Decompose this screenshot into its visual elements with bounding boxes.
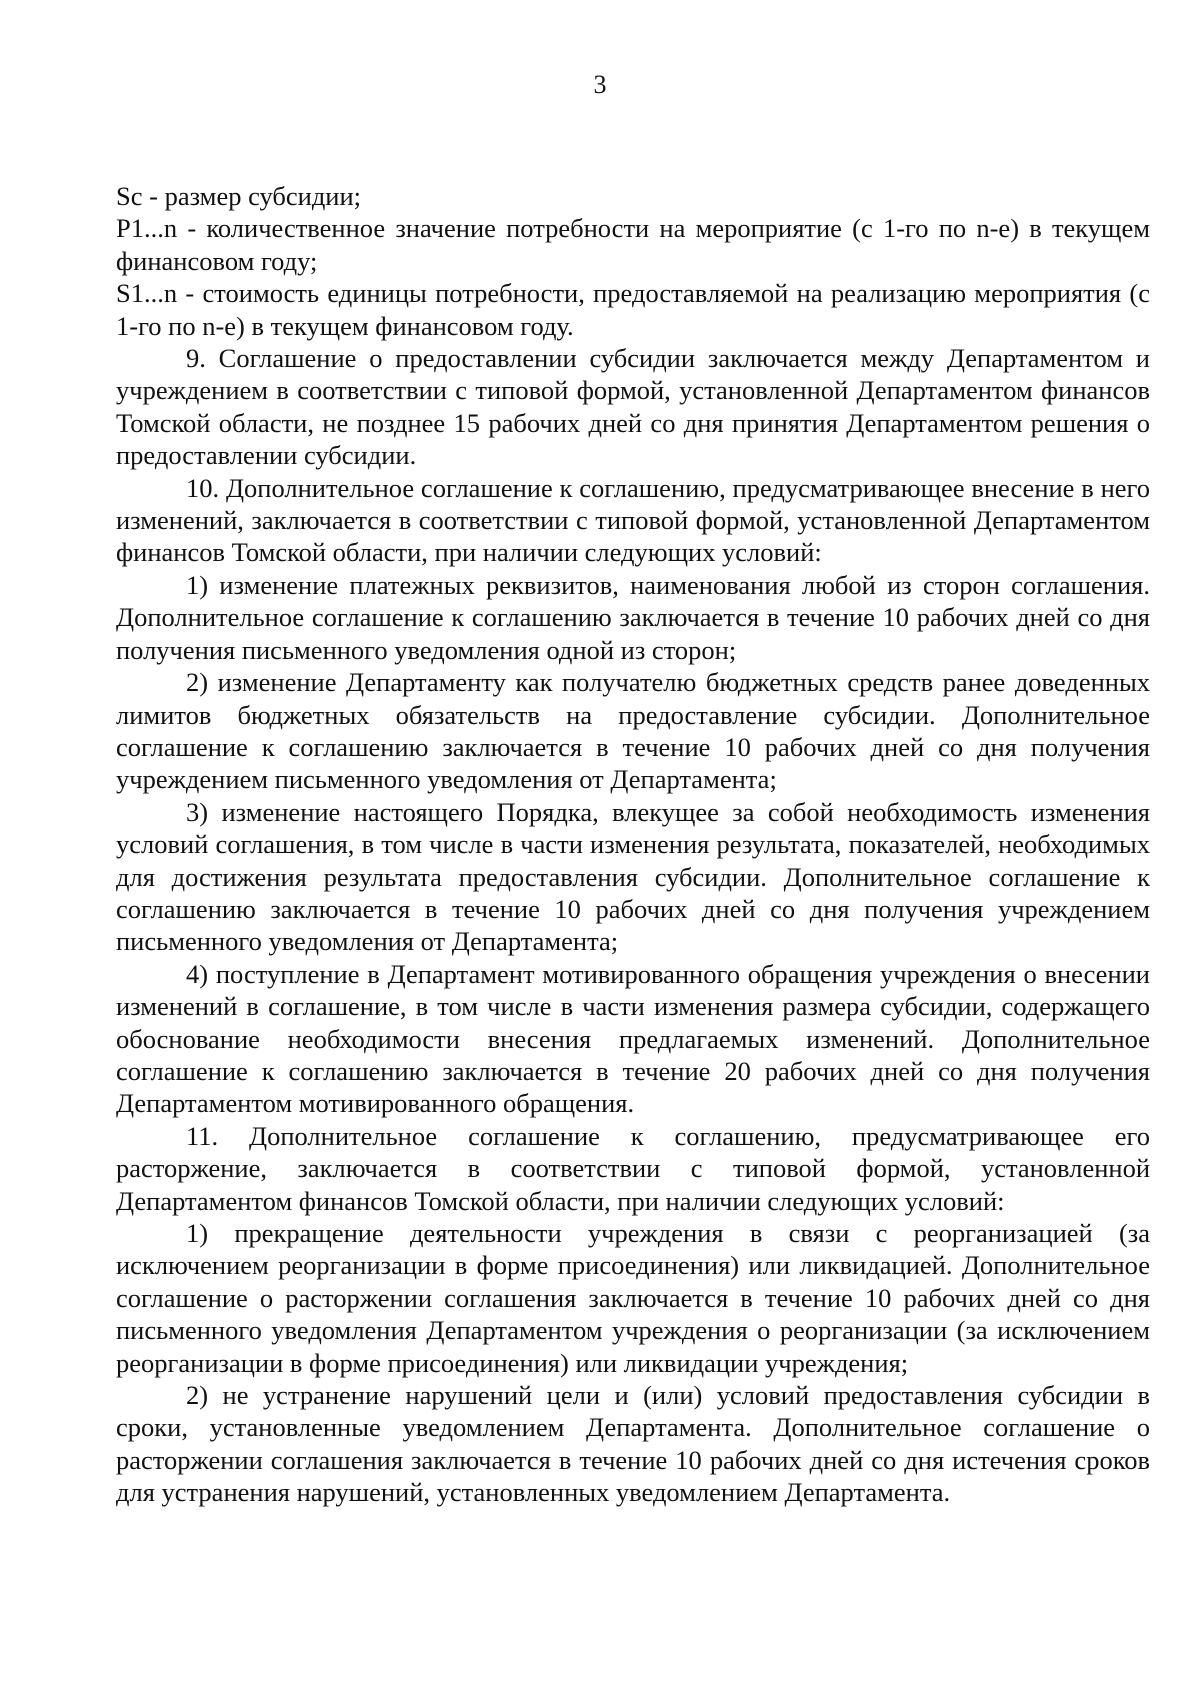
paragraph: Sc - размер субсидии; xyxy=(116,181,362,211)
paragraph: P1...n - количественное значение потребности на мероприятие (с 1-го по n-е) в текущем финансовом году; xyxy=(116,213,1150,276)
paragraph: 11. Дополнительное соглашение к соглашению, предусматривающее его расторжение, заключается в соответствии с типовой формой, установленной Департаментом финансов Томской области, при наличии следующих условий: xyxy=(116,1120,1150,1216)
document-body xyxy=(116,180,1150,1509)
paragraph: 10. Дополнительное соглашение к соглашению, предусматривающее внесение в него изменений, заключается в соответствии с типовой формой, установленной Департаментом финансов Томской области, при наличии следующих условий: xyxy=(116,472,1150,568)
list-item: 1) прекращение деятельности учреждения в связи с реорганизацией (за исключением реорганизации в форме присоединения) или ликвидацией. Дополнительное соглашение о расторжении соглашения заключается в течение 10 рабочих дней со дня письменного уведомления Департаментом учреждения о реорганизации (за исключением реорганизации в форме присоединения) или ликвидации учреждения; xyxy=(116,1218,1150,1378)
list-item: 4) поступление в Департамент мотивированного обращения учреждения о внесении изменений в соглашение, в том числе в части изменения размера субсидии, содержащего обоснование необходимости внесения предлагаемых изменений. Дополнительное соглашение к соглашению заключается в течение 20 рабочих дней со дня получения Департаментом мотивированного обращения. xyxy=(116,958,1150,1119)
paragraph: 9. Соглашение о предоставлении субсидии заключается между Департаментом и учреждением в соответствии с типовой формой, установленной Департаментом финансов Томской области, не позднее 15 рабочих дней со дня принятия Департаментом решения о предоставлении субсидии. xyxy=(116,343,1150,471)
page-number: 3 xyxy=(593,70,607,99)
list-item: 2) не устранение нарушений цели и (или) условий предоставления субсидии в сроки, установленные уведомлением Департамента. Дополнительное соглашение о расторжении соглашения заключается в течение 10 рабочих дней со дня истечения сроков для устранения нарушений, установленных уведомлением Департамента. xyxy=(116,1380,1150,1508)
list-item: 3) изменение настоящего Порядка, влекущее за собой необходимость изменения условий соглашения, в том числе в части изменения результата, показателей, необходимых для достижения результата предоставления субсидии. Дополнительное соглашение к соглашению заключается в течение 10 рабочих дней со дня получения учреждением письменного уведомления от Департамента; xyxy=(116,796,1150,957)
paragraph: S1...n - стоимость единицы потребности, предоставляемой на реализацию мероприятия (с 1-го по n-е) в текущем финансовом году. xyxy=(116,278,1150,341)
list-item: 1) изменение платежных реквизитов, наименования любой из сторон соглашения. Дополнительное соглашение к соглашению заключается в течение 10 рабочих дней со дня получения письменного уведомления одной из сторон; xyxy=(116,569,1150,665)
list-item: 2) изменение Департаменту как получателю бюджетных средств ранее доведенных лимитов бюджетных обязательств на предоставление субсидии. Дополнительное соглашение к соглашению заключается в течение 10 рабочих дней со дня получения учреждением письменного уведомления от Департамента; xyxy=(116,667,1150,795)
